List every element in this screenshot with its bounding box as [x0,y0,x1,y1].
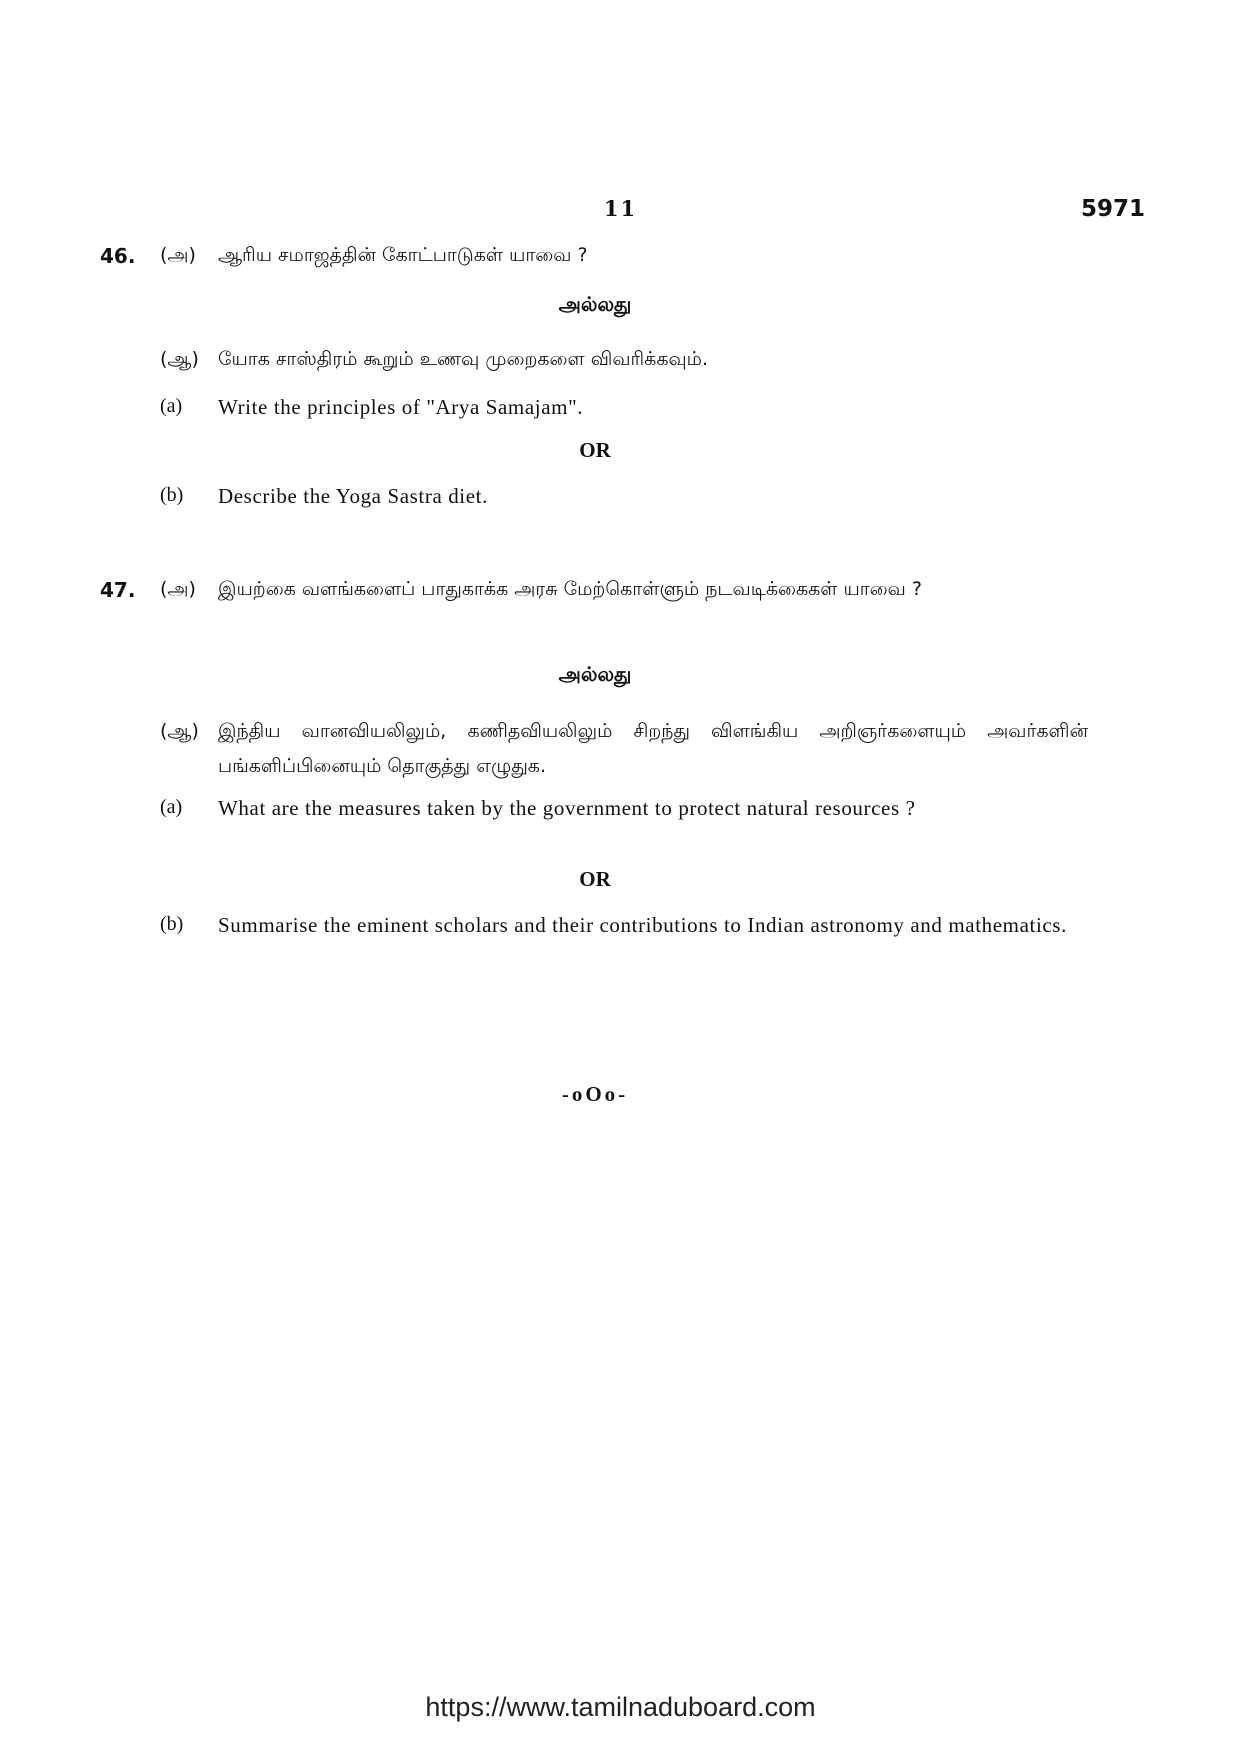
q46-en-or: OR [579,438,611,462]
q47-en-b-text: Summarise the eminent scholars and their contributions to Indian astronomy and mathematics. [218,913,1067,937]
end-of-paper-mark: -oOo- [561,1082,629,1106]
question-number-46: 46. [100,244,136,268]
q46-en-b-label: (b) [160,484,184,506]
paper-code: 5971 [1080,196,1145,222]
q47-en-a-text: What are the measures taken by the government to protect natural resources ? [218,796,916,820]
q47-en-or: OR [579,867,611,891]
q46-en-a-label: (a) [160,395,183,417]
q46-en-b-text: Describe the Yoga Sastra diet. [218,484,488,508]
q47-ta-a-label: (அ) [160,578,196,600]
q47-ta-or: அல்லது [558,662,632,686]
q46-ta-a-label: (அ) [160,244,196,266]
q46-ta-b-text: யோக சாஸ்திரம் கூறும் உணவு முறைகளை விவரிக்கவும். [218,348,708,370]
footer-url: https://www.tamilnaduboard.com [425,1692,816,1722]
q47-en-b-label: (b) [160,913,184,935]
q47-ta-b-text: இந்திய வானவியலிலும், கணிதவியலிலும் சிறந்து விளங்கிய அறிஞர்களையும் அவர்களின் பங்களிப்பினையும் தொகுத்து எழுதுக. [218,720,1088,777]
page-number: 11 [603,196,638,221]
q46-en-a-text: Write the principles of "Arya Samajam". [218,395,584,419]
question-number-47: 47. [100,578,136,602]
q46-ta-b-label: (ஆ) [160,348,199,370]
q47-ta-a-text: இயற்கை வளங்களைப் பாதுகாக்க அரசு மேற்கொள்ளும் நடவடிக்கைகள் யாவை ? [218,578,922,600]
q47-en-a-label: (a) [160,796,183,818]
q46-ta-a-text: ஆரிய சமாஜத்தின் கோட்பாடுகள் யாவை ? [218,244,588,266]
q47-ta-b-label: (ஆ) [160,720,199,742]
q46-ta-or: அல்லது [558,292,632,316]
